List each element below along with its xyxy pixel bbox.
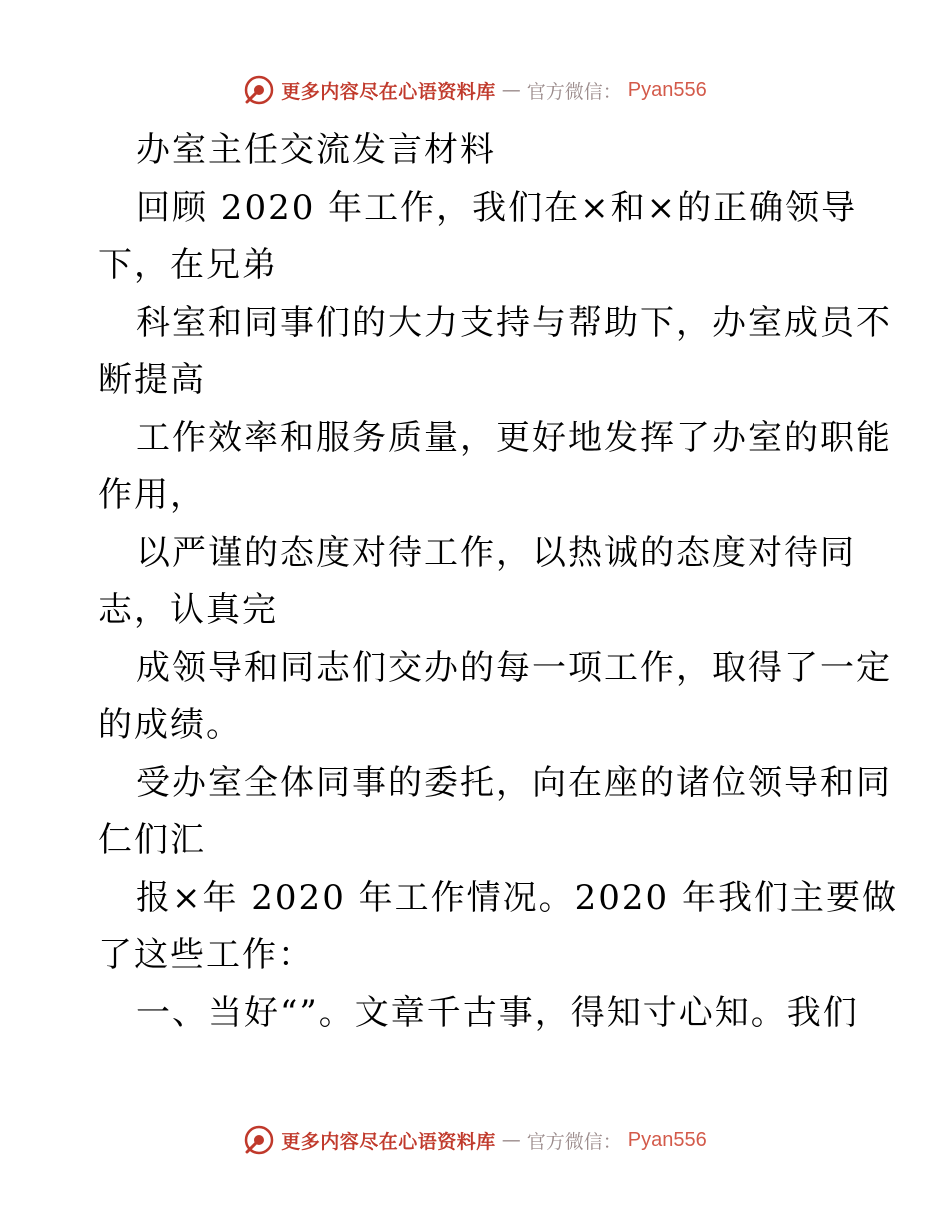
paragraph-line: 工作效率和服务质量，更好地发挥了办室的职能 xyxy=(136,417,892,458)
paragraph-line: 回顾 2020 年工作，我们在×和×的正确领导 xyxy=(136,187,858,228)
separator: — xyxy=(501,79,521,101)
pen-logo-icon xyxy=(243,74,275,106)
wechat-id: Pyan556 xyxy=(627,78,707,101)
paragraph-line: 成领导和同志们交办的每一项工作，取得了一定 xyxy=(136,647,892,688)
paragraph-line: 以严谨的态度对待工作，以热诚的态度对待同 xyxy=(136,532,856,573)
paragraph-line: 受办室全体同事的委托，向在座的诸位领导和同 xyxy=(136,762,892,803)
paragraph-line: 志，认真完 xyxy=(98,590,278,630)
paragraph-line: 报×年 2020 年工作情况。2020 年我们主要做 xyxy=(136,877,898,918)
paragraph-line: 科室和同事们的大力支持与帮助下，办室成员不 xyxy=(136,302,892,343)
paragraph-line: 作用， xyxy=(98,475,206,515)
promo-text: 更多内容尽在心语资料库 xyxy=(281,80,496,103)
header-banner xyxy=(0,72,950,108)
separator: — xyxy=(501,1129,521,1151)
wechat-id: Pyan556 xyxy=(627,1128,707,1151)
pen-logo-icon xyxy=(243,1124,275,1156)
promo-text: 更多内容尽在心语资料库 xyxy=(281,1130,496,1153)
paragraph-line: 的成绩。 xyxy=(98,705,242,745)
wechat-label: 官方微信： xyxy=(526,1130,622,1153)
wechat-label: 官方微信： xyxy=(526,80,622,103)
paragraph-line: 了这些工作： xyxy=(98,935,314,975)
paragraph-line: 断提高 xyxy=(98,360,206,400)
paragraph-line: 一、当好“”。文章千古事，得知寸心知。我们 xyxy=(136,992,859,1033)
paragraph-line: 仁们汇 xyxy=(98,820,206,860)
paragraph-line: 下，在兄弟 xyxy=(98,245,278,285)
document-title: 办室主任交流发言材料 xyxy=(136,130,496,170)
footer-banner xyxy=(0,1122,950,1158)
document-body xyxy=(98,122,898,1042)
